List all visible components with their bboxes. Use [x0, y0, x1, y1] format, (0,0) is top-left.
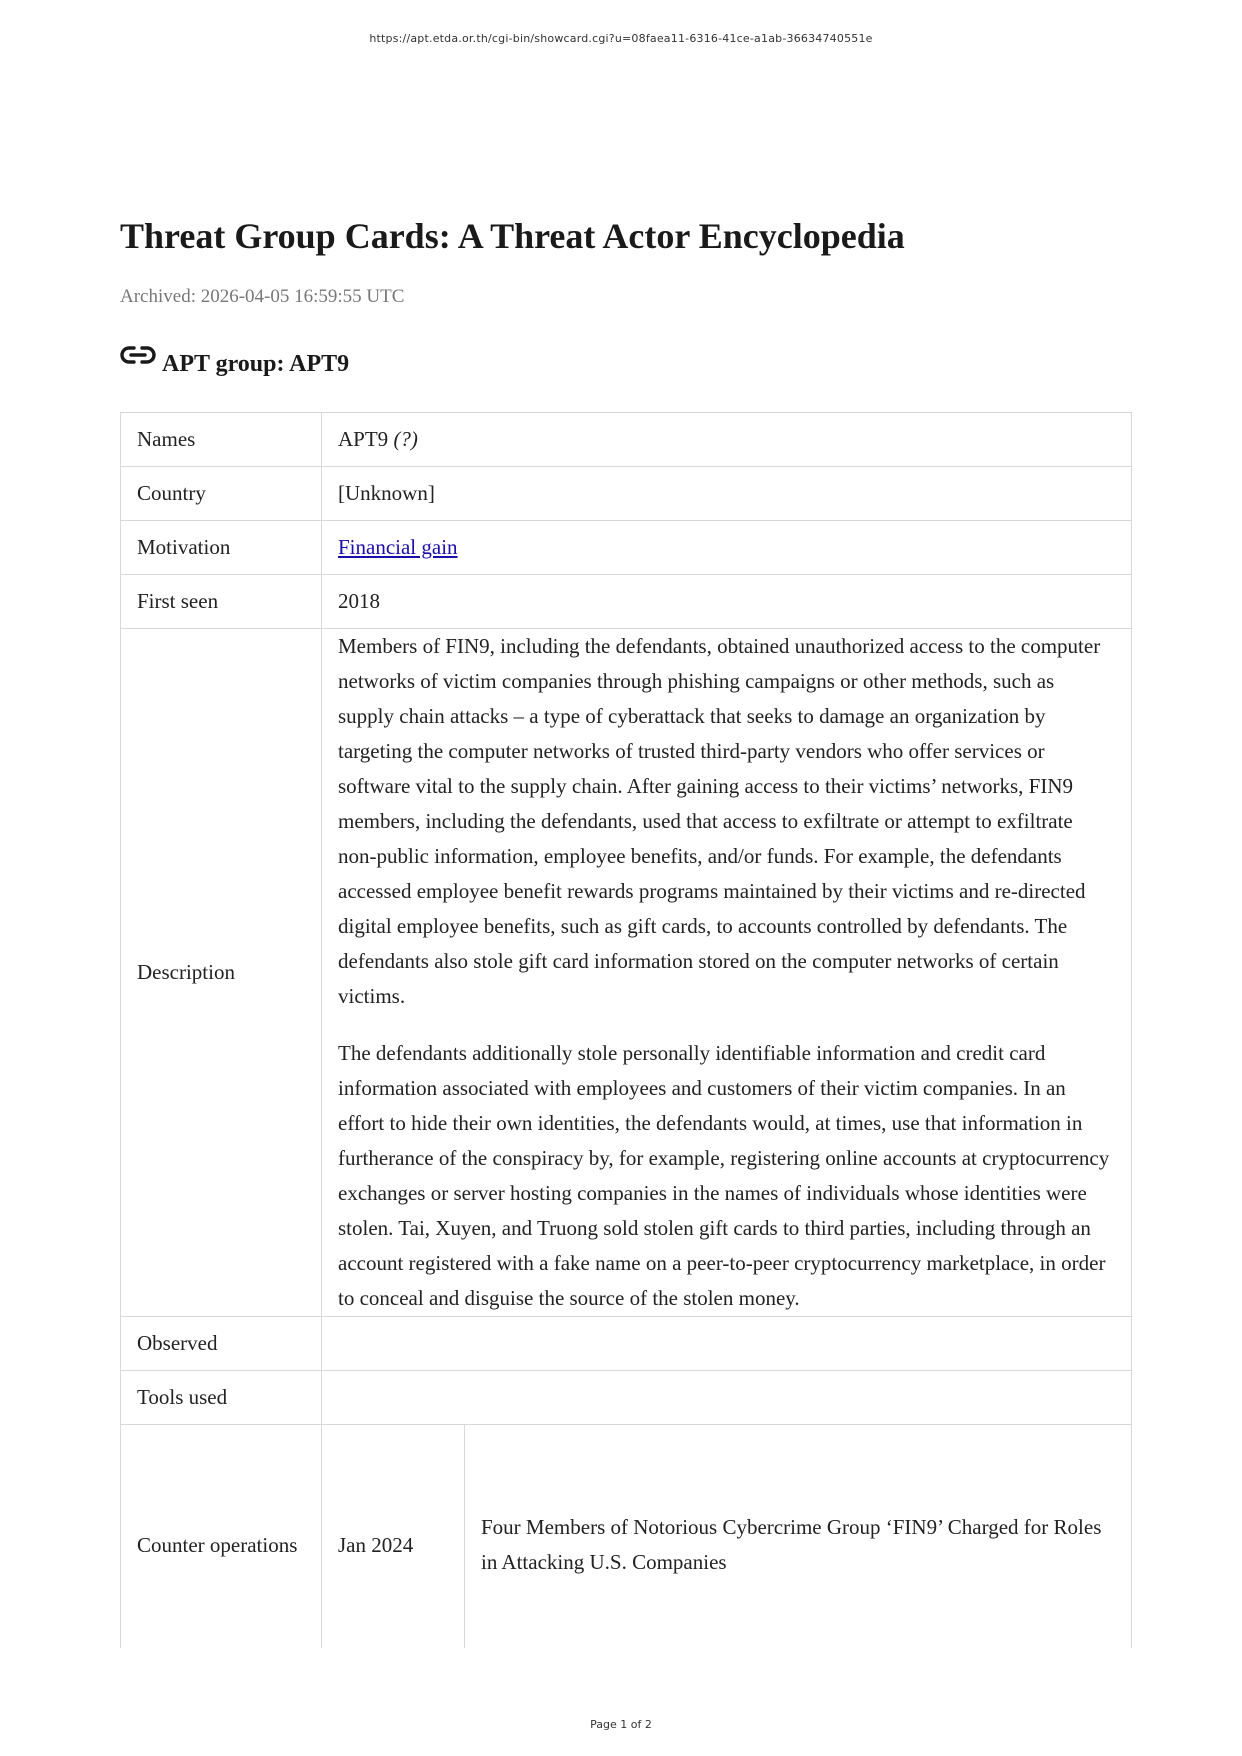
page-title: Threat Group Cards: A Threat Actor Encyclopedia	[120, 216, 905, 256]
tools-used-label: Tools used	[121, 1371, 322, 1425]
motivation-value	[322, 521, 1132, 575]
names-qualifier: (?)	[393, 427, 418, 451]
country-label: Country	[121, 467, 322, 521]
names-label: Names	[121, 413, 322, 467]
observed-label: Observed	[121, 1317, 322, 1371]
page-number: Page 1 of 2	[590, 1718, 652, 1731]
motivation-label: Motivation	[121, 521, 322, 575]
table-row-description	[121, 629, 1131, 1317]
table-row-first-seen	[121, 575, 1131, 629]
first-seen-value: 2018	[322, 575, 1132, 629]
link-icon[interactable]	[120, 340, 162, 379]
table-row-counter-operations	[121, 1425, 1131, 1649]
table-row-observed	[121, 1317, 1131, 1371]
counter-operations-label: Counter operations	[121, 1425, 322, 1649]
counter-operations-date: Jan 2024	[322, 1425, 465, 1649]
description-paragraph: The defendants additionally stole personally identifiable information and credit card information associated with employees and customers of their victim companies. In an effort to hide their own identities, the defendants would, at times, use that information in furtherance of the conspiracy by, for example, registering online accounts at cryptocurrency exchanges or server hosting companies in the names of individuals whose identities were stolen. Tai, Xuyen, and Truong sold stolen gift cards to third parties, including through an account registered with a fake name on a peer-to-peer cryptocurrency marketplace, in order to conceal and disguise the source of the stolen money.	[338, 1041, 1110, 1310]
page-url: https://apt.etda.or.th/cgi-bin/showcard.cgi?u=08faea11-6316-41ce-a1ab-36634740551e	[369, 32, 873, 45]
group-heading	[120, 340, 349, 379]
group-card-table	[120, 412, 1132, 1648]
description-paragraph: Members of FIN9, including the defendants, obtained unauthorized access to the computer networks of victim companies through phishing campaigns or other methods, such as supply chain attacks – a type of cyberattack that seeks to damage an organization by targeting the computer networks of trusted third-party vendors who offer services or software vital to the supply chain. After gaining access to their victims’ networks, FIN9 members, including the defendants, used that access to exfiltrate or attempt to exfiltrate non-public information, employee benefits, and/or funds. For example, the defendants accessed employee benefit rewards programs maintained by their victims and re-directed digital employee benefits, such as gift cards, to accounts controlled by defendants. The defendants also stole gift card information stored on the computer networks of certain victims.	[338, 634, 1101, 1008]
description-label: Description	[121, 629, 322, 1317]
observed-value	[322, 1317, 1132, 1371]
table-row-country	[121, 467, 1131, 521]
first-seen-label: First seen	[121, 575, 322, 629]
archived-timestamp: Archived: 2026-04-05 16:59:55 UTC	[120, 286, 405, 307]
names-value: APT9 (?)	[322, 413, 1132, 467]
motivation-link[interactable]: Financial gain	[338, 535, 458, 559]
tools-used-value	[322, 1371, 1132, 1425]
table-row-motivation	[121, 521, 1131, 575]
table-row-names	[121, 413, 1131, 467]
table-row-tools-used	[121, 1371, 1131, 1425]
counter-operations-text: Four Members of Notorious Cybercrime Group ‘FIN9’ Charged for Roles in Attacking U.S. Companies	[465, 1425, 1132, 1649]
description-value	[322, 629, 1132, 1317]
country-value: [Unknown]	[322, 467, 1132, 521]
group-title: APT group: APT9	[162, 351, 350, 377]
